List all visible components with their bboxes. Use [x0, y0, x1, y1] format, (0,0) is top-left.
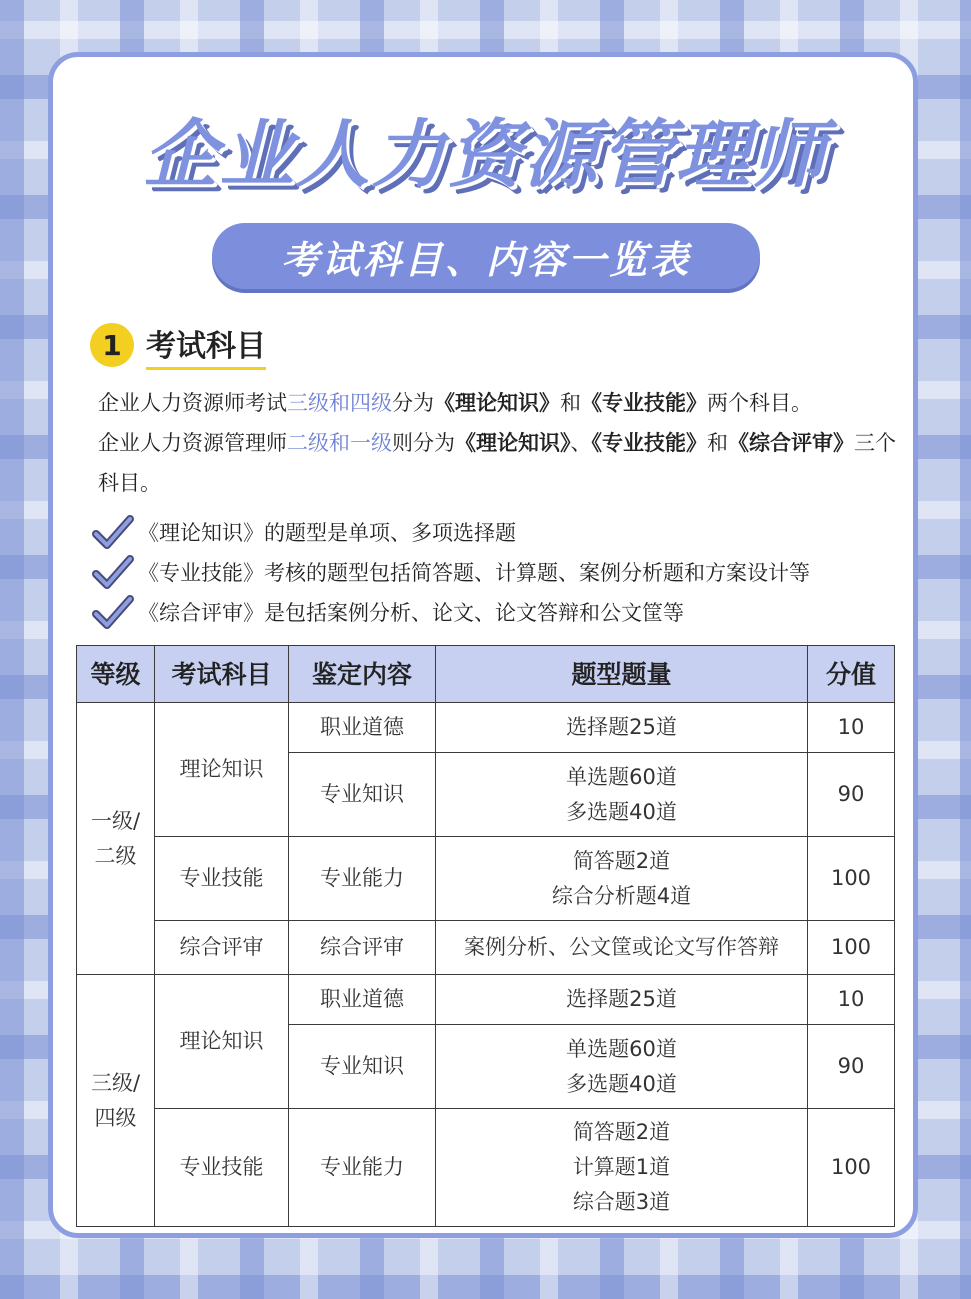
type-cell: 简答题2道 综合分析题4道: [436, 837, 808, 921]
table-row: [77, 975, 895, 1025]
type-cell: 案例分析、公文筐或论文写作答辩: [436, 921, 808, 975]
subtitle-banner: [212, 223, 760, 289]
page-title: 企业人力资源管理师: [143, 112, 828, 198]
text-fragment: 、: [570, 431, 592, 455]
section-number-badge: 1: [90, 323, 134, 367]
header-subject: 考试科目: [155, 646, 289, 703]
content-cell: 专业知识: [289, 753, 436, 837]
text-fragment: 企业人力资源师考试: [98, 391, 287, 415]
subject-cell: 理论知识: [155, 703, 289, 837]
score-cell: 100: [808, 1109, 895, 1227]
check-item-1: [92, 512, 516, 552]
intro-paragraph-1: [98, 383, 903, 423]
subject-cell: 综合评审: [155, 921, 289, 975]
exam-table: [76, 645, 895, 1227]
score-cell: 90: [808, 753, 895, 837]
score-cell: 10: [808, 975, 895, 1025]
check-icon: [92, 594, 134, 630]
text-fragment: 分为: [392, 391, 434, 415]
table-row: [77, 921, 895, 975]
header-score: 分值: [808, 646, 895, 703]
content-cell: 综合评审: [289, 921, 436, 975]
bold-text: 《理论知识》: [434, 391, 560, 415]
content-cell: 专业能力: [289, 1109, 436, 1227]
bold-text: 《专业技能》: [591, 431, 707, 455]
bold-text: 《综合评审》: [728, 431, 854, 455]
header-question-type: 题型题量: [436, 646, 808, 703]
content-cell: 专业能力: [289, 837, 436, 921]
level-cell: 一级/ 二级: [77, 703, 155, 975]
text-fragment: 和: [707, 431, 728, 455]
type-cell: 选择题25道: [436, 703, 808, 753]
level-cell: 三级/ 四级: [77, 975, 155, 1227]
check-item-3: [92, 592, 684, 632]
intro-paragraph-2: [98, 423, 903, 503]
section-heading: [90, 321, 266, 369]
header-content: 鉴定内容: [289, 646, 436, 703]
text-fragment: 则分为: [392, 431, 455, 455]
header-level: 等级: [77, 646, 155, 703]
bold-text: 《专业技能》: [581, 391, 707, 415]
table-row: [77, 1109, 895, 1227]
type-cell: 单选题60道 多选题40道: [436, 753, 808, 837]
bold-text: 《理论知识》: [455, 431, 571, 455]
check-text: 《理论知识》的题型是单项、多项选择题: [138, 521, 516, 545]
score-cell: 90: [808, 1025, 895, 1109]
text-fragment: 两个科目。: [707, 391, 812, 415]
check-icon: [92, 554, 134, 590]
content-cell: 职业道德: [289, 703, 436, 753]
table-row: [77, 837, 895, 921]
check-text: 《综合评审》是包括案例分析、论文、论文答辩和公文筐等: [138, 601, 684, 625]
text-fragment: 和: [560, 391, 581, 415]
score-cell: 100: [808, 921, 895, 975]
content-cell: 职业道德: [289, 975, 436, 1025]
check-text: 《专业技能》考核的题型包括简答题、计算题、案例分析题和方案设计等: [138, 561, 810, 585]
score-cell: 10: [808, 703, 895, 753]
type-cell: 选择题25道: [436, 975, 808, 1025]
highlight-text: 二级和一级: [287, 431, 392, 455]
subtitle-text: 考试科目、内容一览表: [280, 237, 691, 282]
text-fragment: 三个科目。: [98, 431, 896, 495]
section-title: 考试科目: [146, 321, 266, 370]
score-cell: 100: [808, 837, 895, 921]
table-row: [77, 703, 895, 753]
content-cell: 专业知识: [289, 1025, 436, 1109]
check-item-2: [92, 552, 810, 592]
table-header-row: [77, 646, 895, 703]
type-cell: 简答题2道 计算题1道 综合题3道: [436, 1109, 808, 1227]
highlight-text: 三级和四级: [287, 391, 392, 415]
text-fragment: 企业人力资源管理师: [98, 431, 287, 455]
subject-cell: 理论知识: [155, 975, 289, 1109]
type-cell: 单选题60道 多选题40道: [436, 1025, 808, 1109]
subject-cell: 专业技能: [155, 1109, 289, 1227]
check-icon: [92, 514, 134, 550]
subject-cell: 专业技能: [155, 837, 289, 921]
